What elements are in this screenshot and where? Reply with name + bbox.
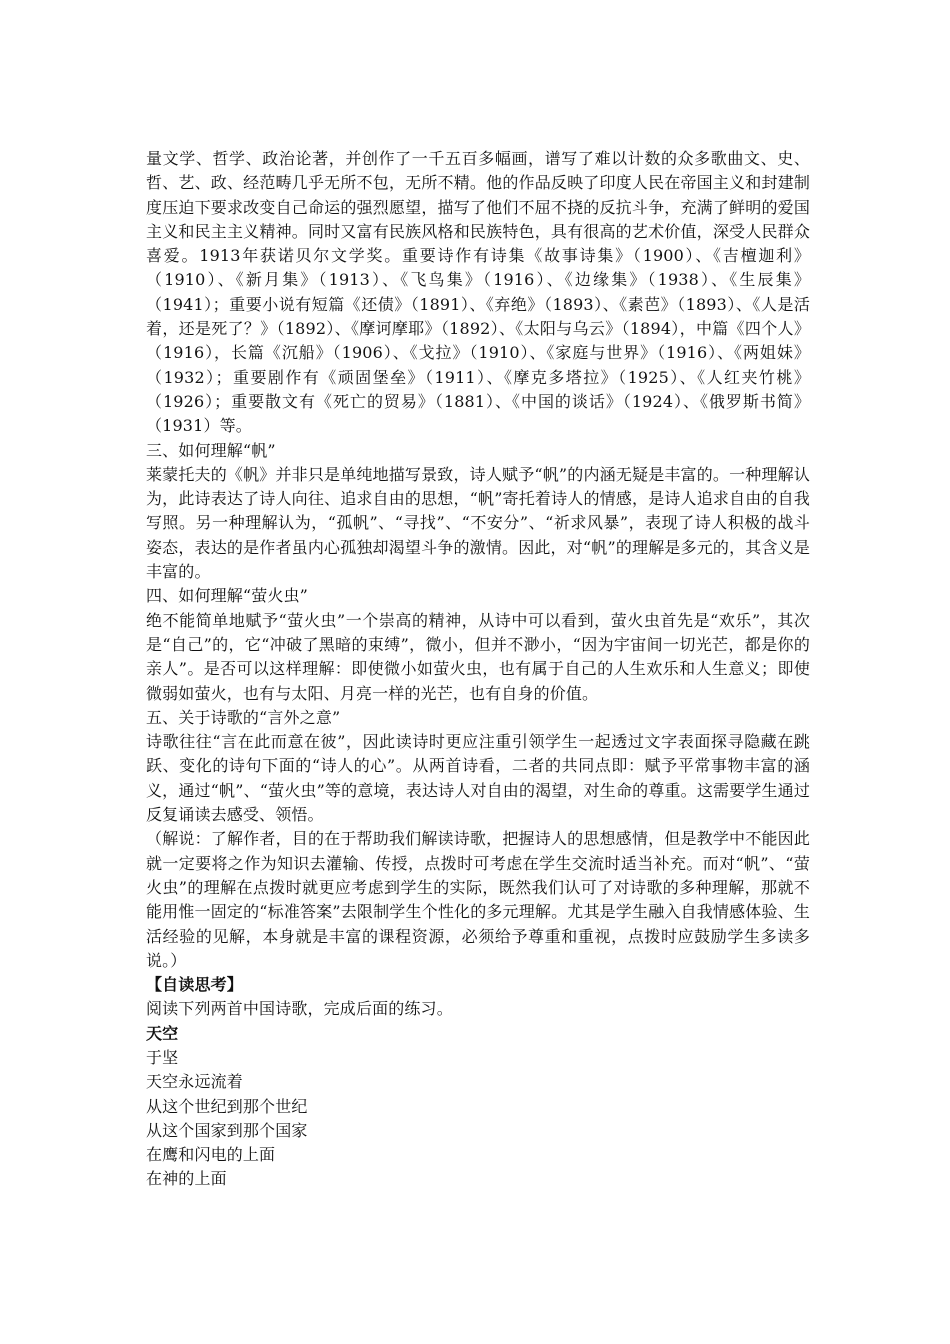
poem-title: 天空: [146, 1023, 179, 1043]
firefly-paragraph: 绝不能简单地赋予“萤火虫”一个崇高的精神，从诗中可以看到，萤火虫首先是“欢乐”，其次是“自己”的，它“冲破了黑暗的束缚”，微小，但并不渺小，“因为宇宙间一切光芒，都是你的亲人”。是否可以这样理解：即使微小如萤火虫，也有属于自己的人生欢乐和人生意义；即使微弱如萤火，也有与太阳、月亮一样的光芒，也有自身的价值。: [146, 610, 810, 703]
document-page: [146, 147, 810, 1192]
commentary-paragraph: （解说：了解作者，目的在于帮助我们解读诗歌，把握诗人的思想感情，但是教学中不能因此就一定要将之作为知识去灌输、传授，点拨时可考虑在学生交流时适当补充。而对“帆”、“萤火虫”的理解在点拨时就更应考虑到学生的实际，既然我们认可了对诗歌的多种理解，那就不能用惟一固定的“标准答案”去限制学生个性化的多元理解。尤其是学生融入自我情感体验、生活经验的见解，本身就是丰富的课程资源，必须给予尊重和重视，点拨时应鼓励学生多读多说。）: [146, 829, 810, 970]
implied-meaning-paragraph: 诗歌往往“言在此而意在彼”，因此读诗时更应注重引领学生一起透过文字表面探寻隐藏在跳跃、变化的诗句下面的“诗人的心”。从两首诗看，二者的共同点即：赋予平常事物丰富的涵义，通过“帆”、“萤火虫”等的意境，表达诗人对自由的渴望，对生命的尊重。这需要学生通过反复诵读去感受、领悟。: [146, 732, 810, 825]
poem-line: 天空永远流着: [146, 1072, 243, 1092]
reading-instruction: 阅读下列两首中国诗歌，完成后面的练习。: [146, 999, 453, 1019]
tagore-bio-paragraph: 量文学、哲学、政治论著，并创作了一千五百多幅画，谱写了难以计数的众多歌曲文、史、哲、艺、政、经范畴几乎无所不包，无所不精。他的作品反映了印度人民在帝国主义和封建制度压迫下要求改变自己命运的强烈愿望，描写了他们不屈不挠的反抗斗争，充满了鲜明的爱国主义和民主主义精神。同时又富有民族风格和民族特色，具有很高的艺术价值，深受人民群众喜爱。1913年获诺贝尔文学奖。重要诗作有诗集《故事诗集》（1900）、《吉檀迦利》（1910）、《新月集》（1913）、《飞鸟集》（1916）、《边缘集》（1938）、《生辰集》（1941）；重要小说有短篇《还债》（1891）、《弃绝》（1893）、《素芭》（1893）、《人是活着，还是死了？》（1892）、《摩诃摩耶》（1892）、《太阳与乌云》（1894），中篇《四个人》（1916），长篇《沉船》（1906）、《戈拉》（1910）、《家庭与世界》（1916）、《两姐妹》（1932）；重要剧作有《顽固堡垒》（1911）、《摩克多塔拉》（1925）、《人红夹竹桃》（1926）；重要散文有《死亡的贸易》（1881）、《中国的谈话》（1924）、《俄罗斯书简》（1931）等。: [146, 149, 810, 436]
poem-line: 从这个世纪到那个世纪: [146, 1096, 308, 1116]
self-reading-section-title: 【自读思考】: [146, 975, 243, 995]
poem-line: 在鹰和闪电的上面: [146, 1145, 276, 1165]
poem-author: 于坚: [146, 1047, 179, 1067]
poem-line: 在神的上面: [146, 1169, 227, 1189]
heading-understand-sail: 三、如何理解“帆”: [146, 440, 276, 460]
poem-line: 从这个国家到那个国家: [146, 1120, 308, 1140]
heading-implied-meaning: 五、关于诗歌的“言外之意”: [146, 707, 341, 727]
heading-understand-firefly: 四、如何理解“萤火虫”: [146, 586, 309, 606]
sail-paragraph: 莱蒙托夫的《帆》并非只是单纯地描写景致，诗人赋予“帆”的内涵无疑是丰富的。一种理解认为，此诗表达了诗人向往、追求自由的思想，“帆”寄托着诗人的情感，是诗人追求自由的自我写照。另一种理解认为，“孤帆”、“寻找”、“不安分”、“祈求风暴”，表现了诗人积极的战斗姿态，表达的是作者虽内心孤独却渴望斗争的激情。因此，对“帆”的理解是多元的，其含义是丰富的。: [146, 464, 810, 582]
